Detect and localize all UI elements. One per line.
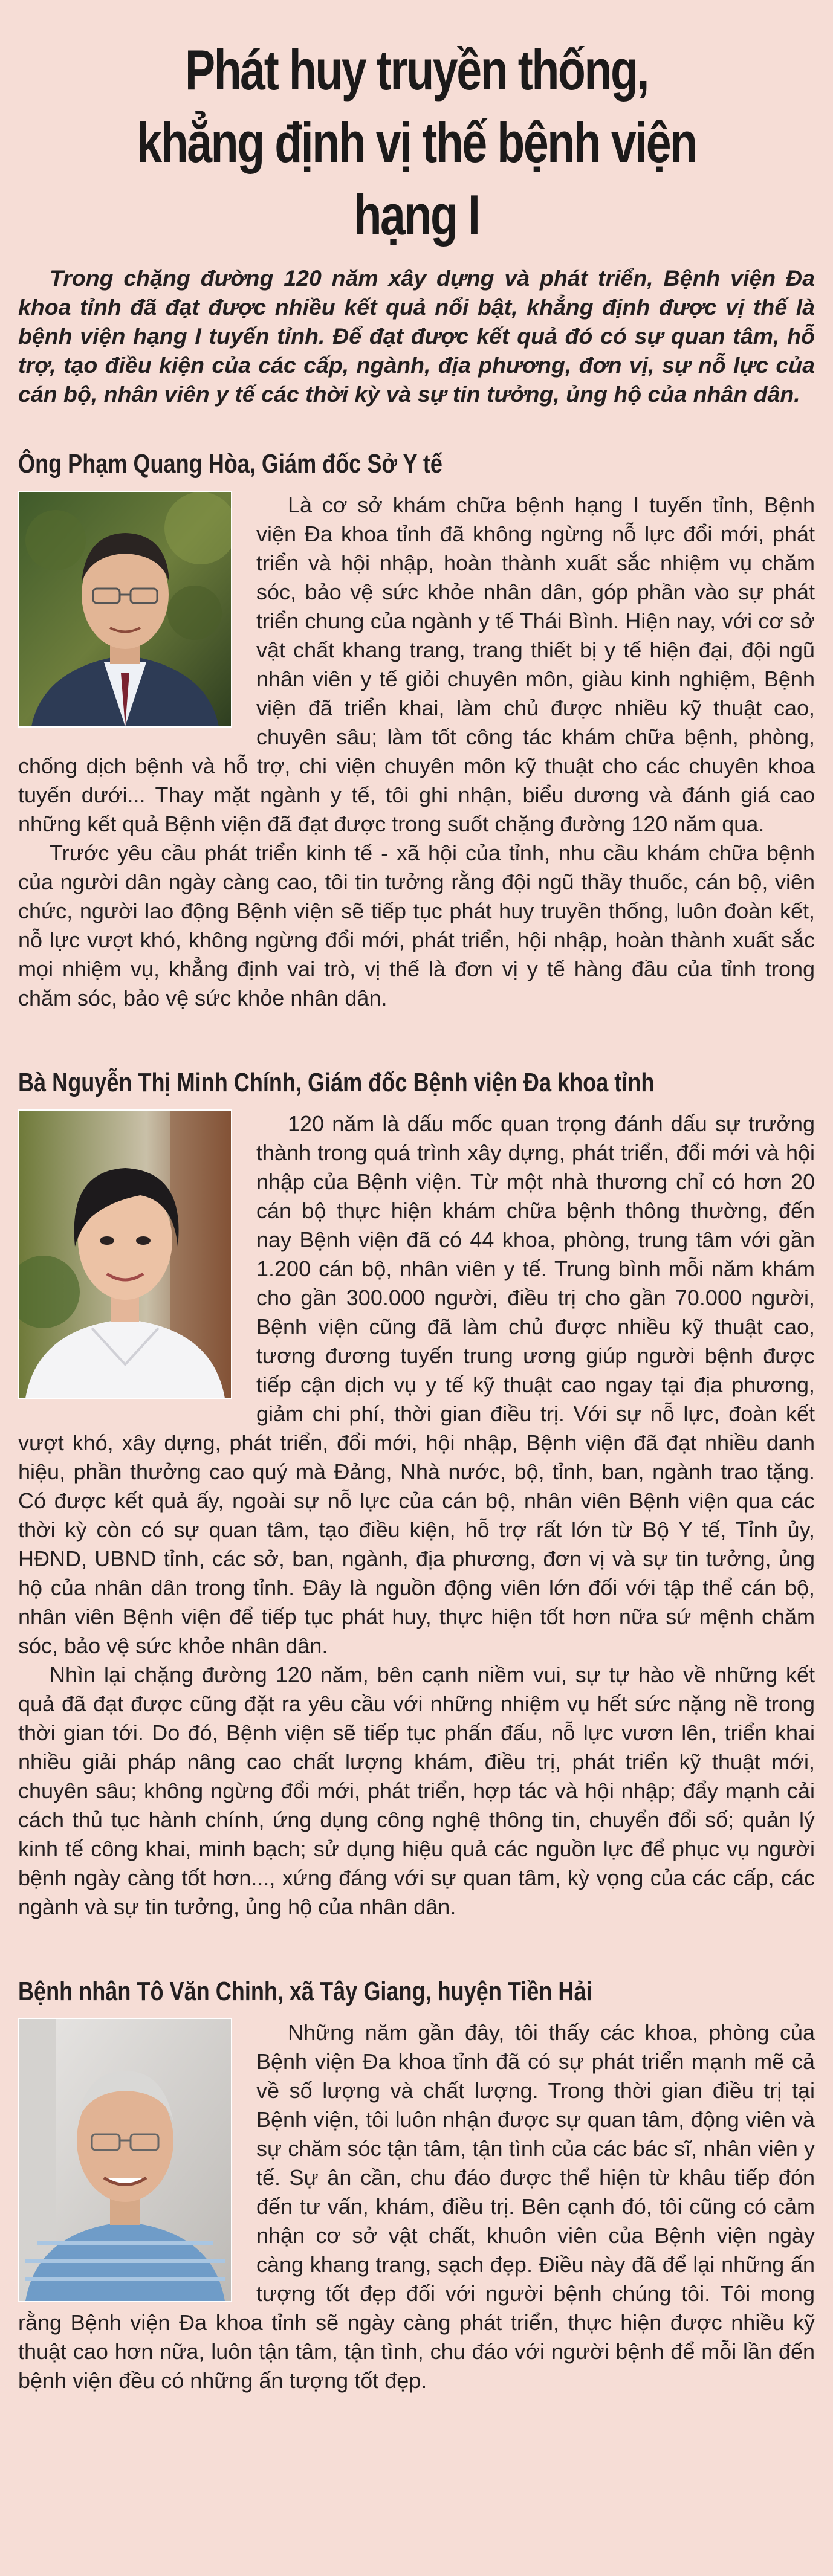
section-paragraph: Nhìn lại chặng đường 120 năm, bên cạnh niềm vui, sự tự hào về những kết quả đã đạt được cũng đặt ra yêu cầu với những nhiệm vụ hết sức nặng nề trong thời gian tới. Do đó, Bệnh viện sẽ tiếp tục phấn đấu, nỗ lực vươn lên, triển khai nhiều giải pháp nâng cao chất lượng khám, điều trị, phát triển kỹ thuật mới, chuyên sâu; không ngừng đổi mới, phát triển, hợp tác và hội nhập; đẩy mạnh cải cách thủ tục hành chính, ứng dụng công nghệ thông tin, chuyển đổi số; quản lý kinh tế công khai, minh bạch; sử dụng hiệu quả các nguồn lực để phục vụ người bệnh ngày càng tốt hơn..., xứng đáng với sự quan tâm, kỳ vọng của các cấp, các ngành và sự tin tưởng, ủng hộ của nhân dân. xyxy=(18,1662,815,1919)
portrait-photo-woman xyxy=(18,1109,232,1399)
section-body xyxy=(18,491,815,1013)
quote-section-health-director xyxy=(18,446,815,1013)
portrait-photo-elderly-man xyxy=(18,2018,232,2302)
section-heading: Ông Phạm Quang Hòa, Giám đốc Sở Y tế xyxy=(18,449,442,479)
portrait-photo-man xyxy=(18,491,232,728)
section-paragraph: Những năm gần đây, tôi thấy các khoa, phòng của Bệnh viện Đa khoa tỉnh đã có sự phát triển mạnh mẽ cả về số lượng và chất lượng. Trong thời gian điều trị tại Bệnh viện, tôi luôn nhận được sự quan tâm, động viên và sự chăm sóc tận tâm, tận tình của các bác sĩ, nhân viên y tế. Sự ân cần, chu đáo được thể hiện từ khâu tiếp đón đến tư vấn, khám, điều trị. Bên cạnh đó, tôi cũng có cảm nhận cơ sở vật chất, khuôn viên của Bệnh viện ngày càng khang trang, sạch đẹp. Điều này đã để lại những ấn tượng tốt đẹp đối với người bệnh chúng tôi. Tôi mong rằng Bệnh viện Đa khoa tỉnh sẽ ngày càng phát triển, thực hiện được nhiều kỹ thuật cao hơn nữa, luôn tận tâm, tận tình, chu đáo với người bệnh để mỗi lần đến bệnh viện đều có những ấn tượng tốt đẹp. xyxy=(18,2020,815,2393)
section-body xyxy=(18,1109,815,1922)
title-line-2: khẳng định vị thế bệnh viện hạng I xyxy=(137,111,696,247)
section-heading: Bệnh nhân Tô Văn Chinh, xã Tây Giang, huyện Tiền Hải xyxy=(18,1977,592,2006)
article-lead: Trong chặng đường 120 năm xây dựng và phát triển, Bệnh viện Đa khoa tỉnh đã đạt được nhiều kết quả nổi bật, khẳng định được vị thế là bệnh viện hạng I tuyến tỉnh. Để đạt được kết quả đó có sự quan tâm, hỗ trợ, tạo điều kiện của các cấp, ngành, địa phương, đơn vị, sự nỗ lực của cán bộ, nhân viên y tế các thời kỳ và sự tin tưởng, ủng hộ của nhân dân. xyxy=(18,265,815,407)
section-paragraph: 120 năm là dấu mốc quan trọng đánh dấu sự trưởng thành trong quá trình xây dựng, phát triển, đổi mới và hội nhập của Bệnh viện. Từ một nhà thương chỉ có hơn 20 cán bộ thực hiện khám chữa bệnh thông thường, đến nay Bệnh viện đã có 44 khoa, phòng, trung tâm với gần 1.200 cán bộ, nhân viên y tế. Trung bình mỗi năm khám cho gần 300.000 người, điều trị cho gần 70.000 người, Bệnh viện cũng đã làm chủ được nhiều kỹ thuật cao, tương đương tuyến trung ương giúp người bệnh được tiếp cận dịch vụ y tế kỹ thuật cao ngay tại địa phương, giảm chi phí, thời gian điều trị. Với sự nỗ lực, đoàn kết vượt khó, xây dựng, phát triển, đổi mới, hội nhập, Bệnh viện đã đạt nhiều danh hiệu, phần thưởng cao quý mà Đảng, Nhà nước, bộ, tỉnh, ban, ngành trao tặng. Có được kết quả ấy, ngoài sự nỗ lực của cán bộ, nhân viên Bệnh viện qua các thời kỳ còn có sự quan tâm, tạo điều kiện, hỗ trợ rất lớn từ Bộ Y tế, Tỉnh ủy, HĐND, UBND tỉnh, các sở, ban, ngành, địa phương, đơn vị và sự tin tưởng, ủng hộ của nhân dân trong tỉnh. Đây là nguồn động viên lớn đối với tập thể cán bộ, nhân viên Bệnh viện để tiếp tục phát huy, thực hiện tốt hơn nữa sứ mệnh chăm sóc, bảo vệ sức khỏe nhân dân. xyxy=(18,1111,815,1658)
title-line-1: Phát huy truyền thống, xyxy=(184,38,649,102)
section-paragraph: Là cơ sở khám chữa bệnh hạng I tuyến tỉnh, Bệnh viện Đa khoa tỉnh đã không ngừng nỗ lực đổi mới, phát triển và hội nhập, hoàn thành xuất sắc nhiệm vụ chăm sóc, bảo vệ sức khỏe nhân dân, góp phần vào sự phát triển chung của ngành y tế Thái Bình. Hiện nay, với cơ sở vật chất khang trang, trang thiết bị y tế hiện đại, đội ngũ nhân viên y tế giỏi chuyên môn, giàu kinh nghiệm, Bệnh viện đã triển khai, làm chủ được nhiều kỹ thuật cao, chuyên sâu; làm tốt công tác khám chữa bệnh, phòng, chống dịch bệnh và hỗ trợ, chi viện chuyên môn kỹ thuật cho các chuyên khoa tuyến dưới... Thay mặt ngành y tế, tôi ghi nhận, biểu dương và đánh giá cao những kết quả Bệnh viện đã đạt được trong suốt chặng đường 120 năm qua. xyxy=(18,492,815,836)
section-body xyxy=(18,2018,815,2395)
section-paragraph: Trước yêu cầu phát triển kinh tế - xã hội của tỉnh, nhu cầu khám chữa bệnh của người dân ngày càng cao, tôi tin tưởng rằng đội ngũ thầy thuốc, cán bộ, viên chức, người lao động Bệnh viện sẽ tiếp tục phát huy truyền thống, luôn đoàn kết, nỗ lực vượt khó, không ngừng đổi mới, phát triển, hội nhập, hoàn thành xuất sắc mọi nhiệm vụ, khẳng định vai trò, vị thế là đơn vị y tế hàng đầu của tỉnh trong chăm sóc, bảo vệ sức khỏe nhân dân. xyxy=(18,841,815,1010)
article-title xyxy=(98,0,735,251)
section-heading: Bà Nguyễn Thị Minh Chính, Giám đốc Bệnh viện Đa khoa tỉnh xyxy=(18,1068,655,1097)
quote-section-hospital-director xyxy=(18,1065,815,1922)
quote-section-patient xyxy=(18,1974,815,2395)
